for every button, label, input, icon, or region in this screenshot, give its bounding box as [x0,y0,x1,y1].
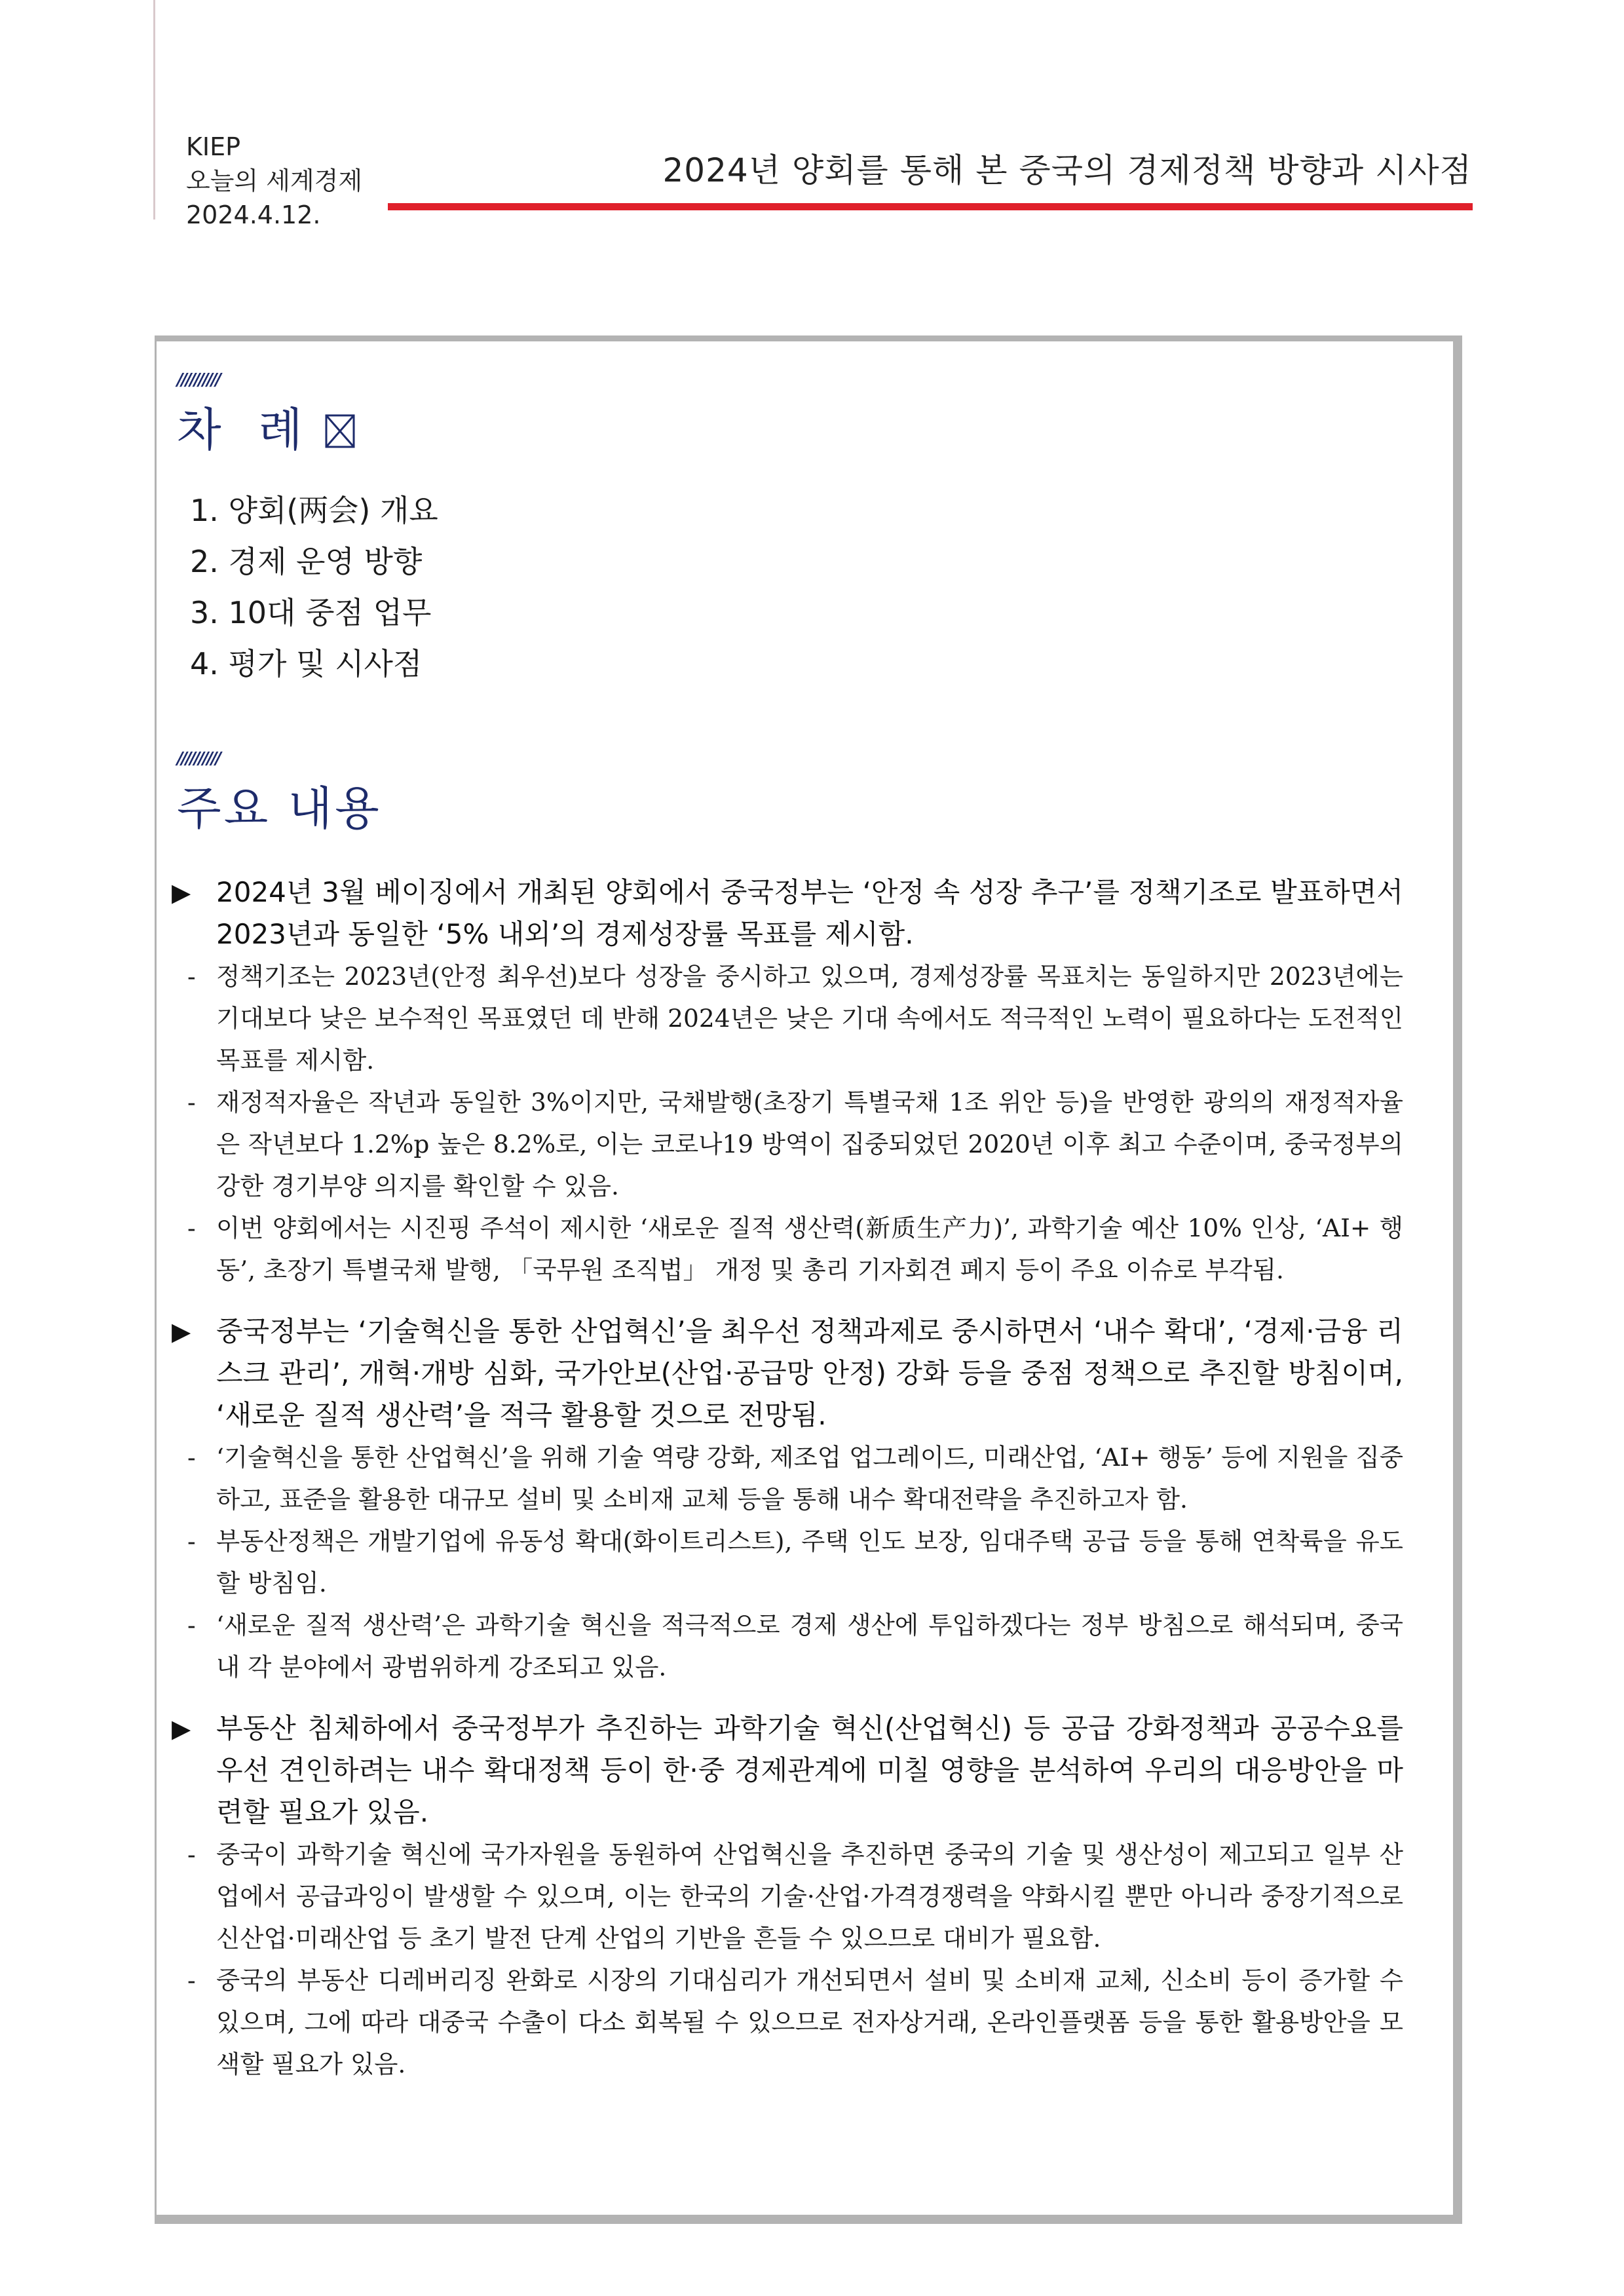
dash-marker: - [187,1966,196,1995]
sub-point: - ‘기술혁신을 통한 산업혁신’을 위해 기술 역량 강화, 제조업 업그레이드, 미래산업, ‘AI+ 행동’ 등에 지원을 집중하고, 표준을 활용한 대규모 설비 및 소비재 교체 등을 통해 내수 확대전략을 추진하고자 함. [172,1436,1403,1520]
org-name: KIEP [186,132,241,161]
key-point: ▶ 부동산 침체하에서 중국정부가 추진하는 과학기술 혁신(산업혁신) 등 공급 강화정책과 공공수요를 우선 견인하려는 내수 확대정책 등이 한·중 경제관계에 미칠 영향을 분석하여 우리의 대응방안을 마련할 필요가 있음. [172,1708,1403,1833]
summary-content [172,858,1403,2085]
publication-info [186,130,362,232]
series-name: 오늘의 세계경제 [186,166,363,195]
toc-hatch-decoration: ////////// [177,370,219,390]
dash-marker: - [187,962,196,991]
sub-point: - ‘새로운 질적 생산력’은 과학기술 혁신을 적극적으로 경제 생산에 투입하겠다는 정부 방침으로 해석되며, 중국 내 각 분야에서 광범위하게 강조되고 있음. [172,1604,1403,1688]
toc-item: 4. 평가 및 시사점 [190,646,423,681]
dash-marker: - [187,1214,196,1242]
triangle-bullet-icon: ▶ [172,1714,191,1743]
dash-marker: - [187,1527,196,1556]
toc-item: 3. 10대 중점 업무 [190,595,432,630]
dash-marker: - [187,1088,196,1117]
toc-item: 1. 양회(两会) 개요 [190,493,438,528]
sub-point: - 중국의 부동산 디레버리징 완화로 시장의 기대심리가 개선되면서 설비 및 소비재 교체, 신소비 등이 증가할 수 있으며, 그에 따라 대중국 수출이 다소 회복될 수 있으므로 전자상거래, 온라인플랫폼 등을 통한 활용방안을 모색할 필요가 있음. [172,1959,1403,2085]
sub-point: - 중국이 과학기술 혁신에 국가자원을 동원하여 산업혁신을 추진하면 중국의 기술 및 생산성이 제고되고 일부 산업에서 공급과잉이 발생할 수 있으며, 이는 한국의 기술·산업·가격경쟁력을 약화시킬 뿐만 아니라 중장기적으로 신산업·미래산업 등 초기 발전 단계 산업의 기반을 흔들 수 있으므로 대비가 필요함. [172,1833,1403,1959]
sub-point: - 이번 양회에서는 시진핑 주석이 제시한 ‘새로운 질적 생산력(新质生产力)’, 과학기술 예산 10% 인상, ‘AI+ 행동’, 초장기 특별국채 발행, 「국무원 조직법」 개정 및 총리 기자회견 폐지 등이 주요 이슈로 부각됨. [172,1207,1403,1291]
dash-marker: - [187,1611,196,1639]
summary-hatch-decoration: ////////// [177,749,219,769]
triangle-bullet-icon: ▶ [172,1317,191,1346]
toc-heading: 차 례 [177,393,355,459]
key-point: ▶ 중국정부는 ‘기술혁신을 통한 산업혁신’을 최우선 정책과제로 중시하면서 ‘내수 확대’, ‘경제·금융 리스크 관리’, 개혁·개방 심화, 국가안보(산업·공급망 안정) 강화 등을 중점 정책으로 추진할 방침이며, ‘새로운 질적 생산력’을 적극 활용할 것으로 전망됨. [172,1311,1403,1436]
sub-point: - 부동산정책은 개발기업에 유동성 확대(화이트리스트), 주택 인도 보장, 임대주택 공급 등을 통해 연착륙을 유도할 방침임. [172,1520,1403,1604]
publication-date: 2024.4.12. [186,201,321,229]
title-underline [388,203,1473,210]
summary-heading: 주요 내용 [177,782,382,835]
document-title: 2024년 양회를 통해 본 중국의 경제정책 방향과 시사점 [662,151,1472,189]
toc-list [190,485,438,689]
triangle-bullet-icon: ▶ [172,878,191,907]
dash-marker: - [187,1443,196,1472]
checkbox-icon [325,414,355,448]
key-point: ▶ 2024년 3월 베이징에서 개최된 양회에서 중국정부는 ‘안정 속 성장 추구’를 정책기조로 발표하면서 2023년과 동일한 ‘5% 내외’의 경제성장률 목표를 제시함. [172,871,1403,955]
header-left-rule [153,0,155,220]
toc-item: 2. 경제 운영 방향 [190,544,423,579]
sub-point: - 정책기조는 2023년(안정 최우선)보다 성장을 중시하고 있으며, 경제성장률 목표치는 동일하지만 2023년에는 기대보다 낮은 보수적인 목표였던 데 반해 2024년은 낮은 기대 속에서도 적극적인 노력이 필요하다는 도전적인 목표를 제시함. [172,955,1403,1081]
dash-marker: - [187,1840,196,1869]
sub-point: - 재정적자율은 작년과 동일한 3%이지만, 국채발행(초장기 특별국채 1조 위안 등)을 반영한 광의의 재정적자율은 작년보다 1.2%p 높은 8.2%로, 이는 코로나19 방역이 집중되었던 2020년 이후 최고 수준이며, 중국정부의 강한 경기부양 의지를 확인할 수 있음. [172,1081,1403,1207]
